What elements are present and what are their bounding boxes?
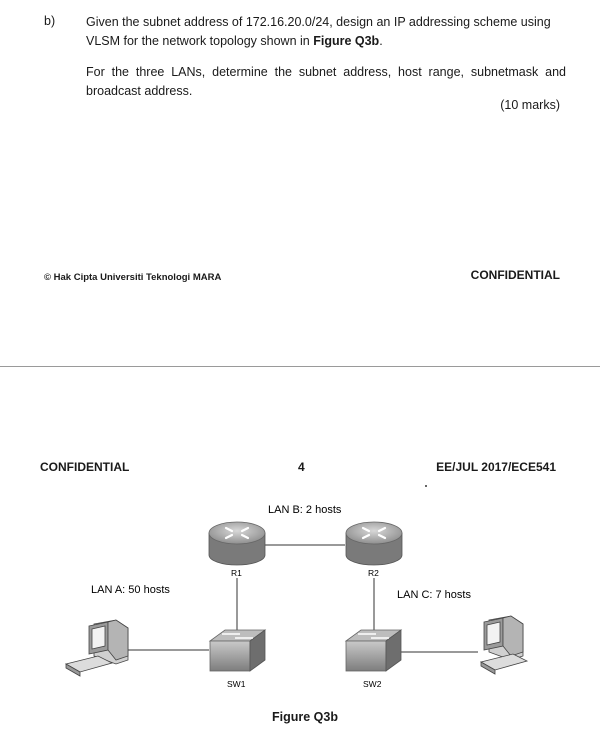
switch-sw2-icon — [346, 630, 401, 671]
figure-caption — [0, 710, 600, 724]
question-text-end: . — [379, 34, 383, 48]
header-confidential: CONFIDENTIAL — [40, 460, 130, 474]
pc-lan-a-icon — [66, 620, 128, 676]
figure-reference: Figure Q3b — [313, 34, 380, 48]
footer-confidential: CONFIDENTIAL — [470, 268, 560, 282]
exam-code: EE/JUL 2017/ECE541 — [436, 460, 556, 474]
figure-caption-text: Figure Q3b — [272, 710, 338, 724]
question-instruction: For the three LANs, determine the subnet address, host range, subnetmask and broadcast address. — [86, 65, 566, 98]
lan-b-label: LAN B: 2 hosts — [268, 504, 342, 516]
question-text-main: Given the subnet address of 172.16.20.0/24, design an IP addressing scheme using VLSM for the network topology shown in — [86, 15, 551, 48]
marks: (10 marks) — [500, 98, 560, 112]
lan-a-label: LAN A: 50 hosts — [91, 584, 170, 596]
switch-sw1-label: SW1 — [227, 679, 246, 689]
switch-sw1-icon — [210, 630, 265, 671]
router-r2-label: R2 — [368, 568, 379, 578]
switch-sw2-label: SW2 — [363, 679, 382, 689]
lan-c-label: LAN C: 7 hosts — [397, 589, 471, 601]
router-r1-label: R1 — [231, 568, 242, 578]
router-r2-icon — [346, 522, 402, 565]
copyright-notice: © Hak Cipta Universiti Teknologi MARA — [44, 272, 222, 283]
page-number: 4 — [298, 460, 305, 474]
router-r1-icon — [209, 522, 265, 565]
question-label: b) — [44, 14, 56, 28]
pc-lan-c-icon — [481, 616, 527, 674]
